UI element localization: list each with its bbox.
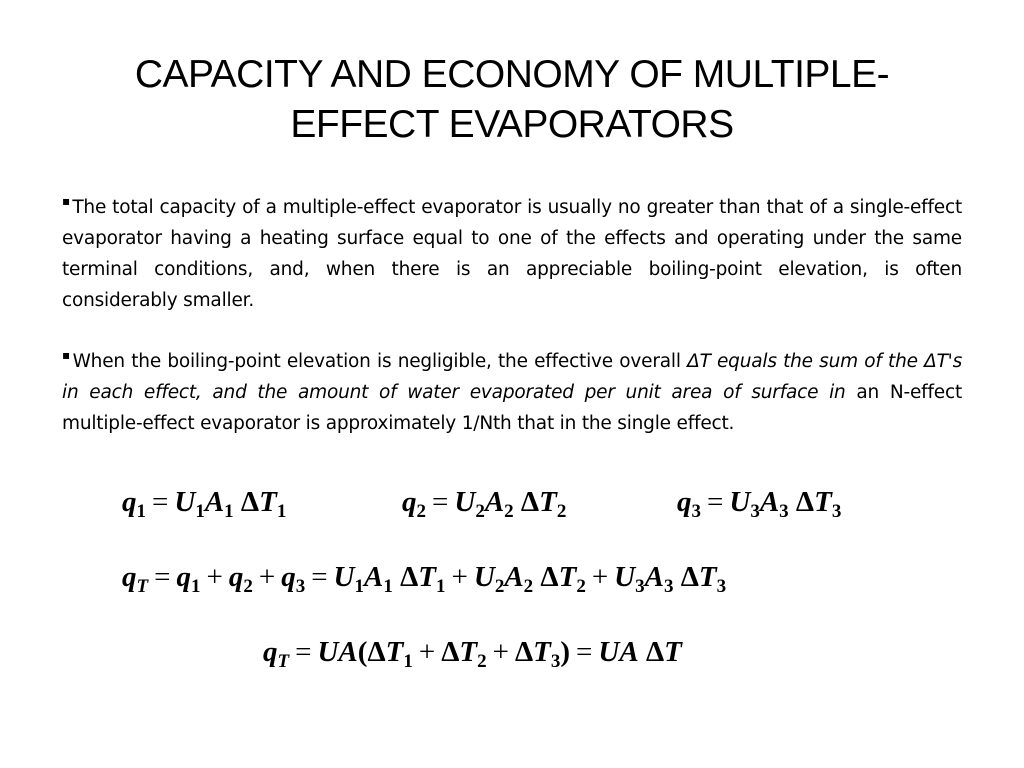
slide-title: [60, 50, 964, 150]
bullet-paragraph-1: [62, 186, 962, 316]
equation-q3: $q_3 = U_3A_3$ $\Delta T_3$: [677, 486, 842, 522]
bullet-marker: ▪: [62, 194, 71, 208]
equation-qT-overall: $q_T = UA(\Delta T_1 + \Delta T_2 + \Delta T_3)$ = UA ΔT: [263, 636, 682, 672]
equation-qT-sum: $q_T = q_1 + q_2 + q_3 = U_1A_1$ $\Delta T_1 + U_2A_2$ $\Delta T_2 + U_3A_3$ $\Delta T_3$: [122, 561, 727, 597]
bullet-2-text-part1: When the boiling-point elevation is negligible, the effective overall: [72, 351, 688, 372]
bullet-1-text: The total capacity of a multiple-effect evaporator is usually no greater than that of a single-effect evaporator having a heating surface equal to one of the effects and operating under the same terminal conditions, and, when there is an appreciable boiling-point elevation, is often considerably smaller.: [62, 197, 962, 311]
bullet-2-text-part3: an N-effect multiple-effect evaporator is approximately 1/Nth that in the single effect.: [62, 382, 962, 434]
bullet-marker: ▪: [62, 348, 71, 362]
title-line-1: CAPACITY AND ECONOMY OF MULTIPLE-: [134, 53, 890, 96]
bullet-2-text-italic: ΔT equals the sum of the ΔT's in each effect, and the amount of water evaporated per unit area of surface in: [62, 351, 963, 403]
equation-q1: $q_1 = U_1A_1$ $\Delta T_1$: [122, 486, 287, 522]
bullet-paragraph-2: [62, 340, 962, 439]
title-line-2: EFFECT EVAPORATORS: [290, 103, 734, 146]
equation-q2: $q_2 = U_2A_2$ $\Delta T_2$: [402, 486, 567, 522]
